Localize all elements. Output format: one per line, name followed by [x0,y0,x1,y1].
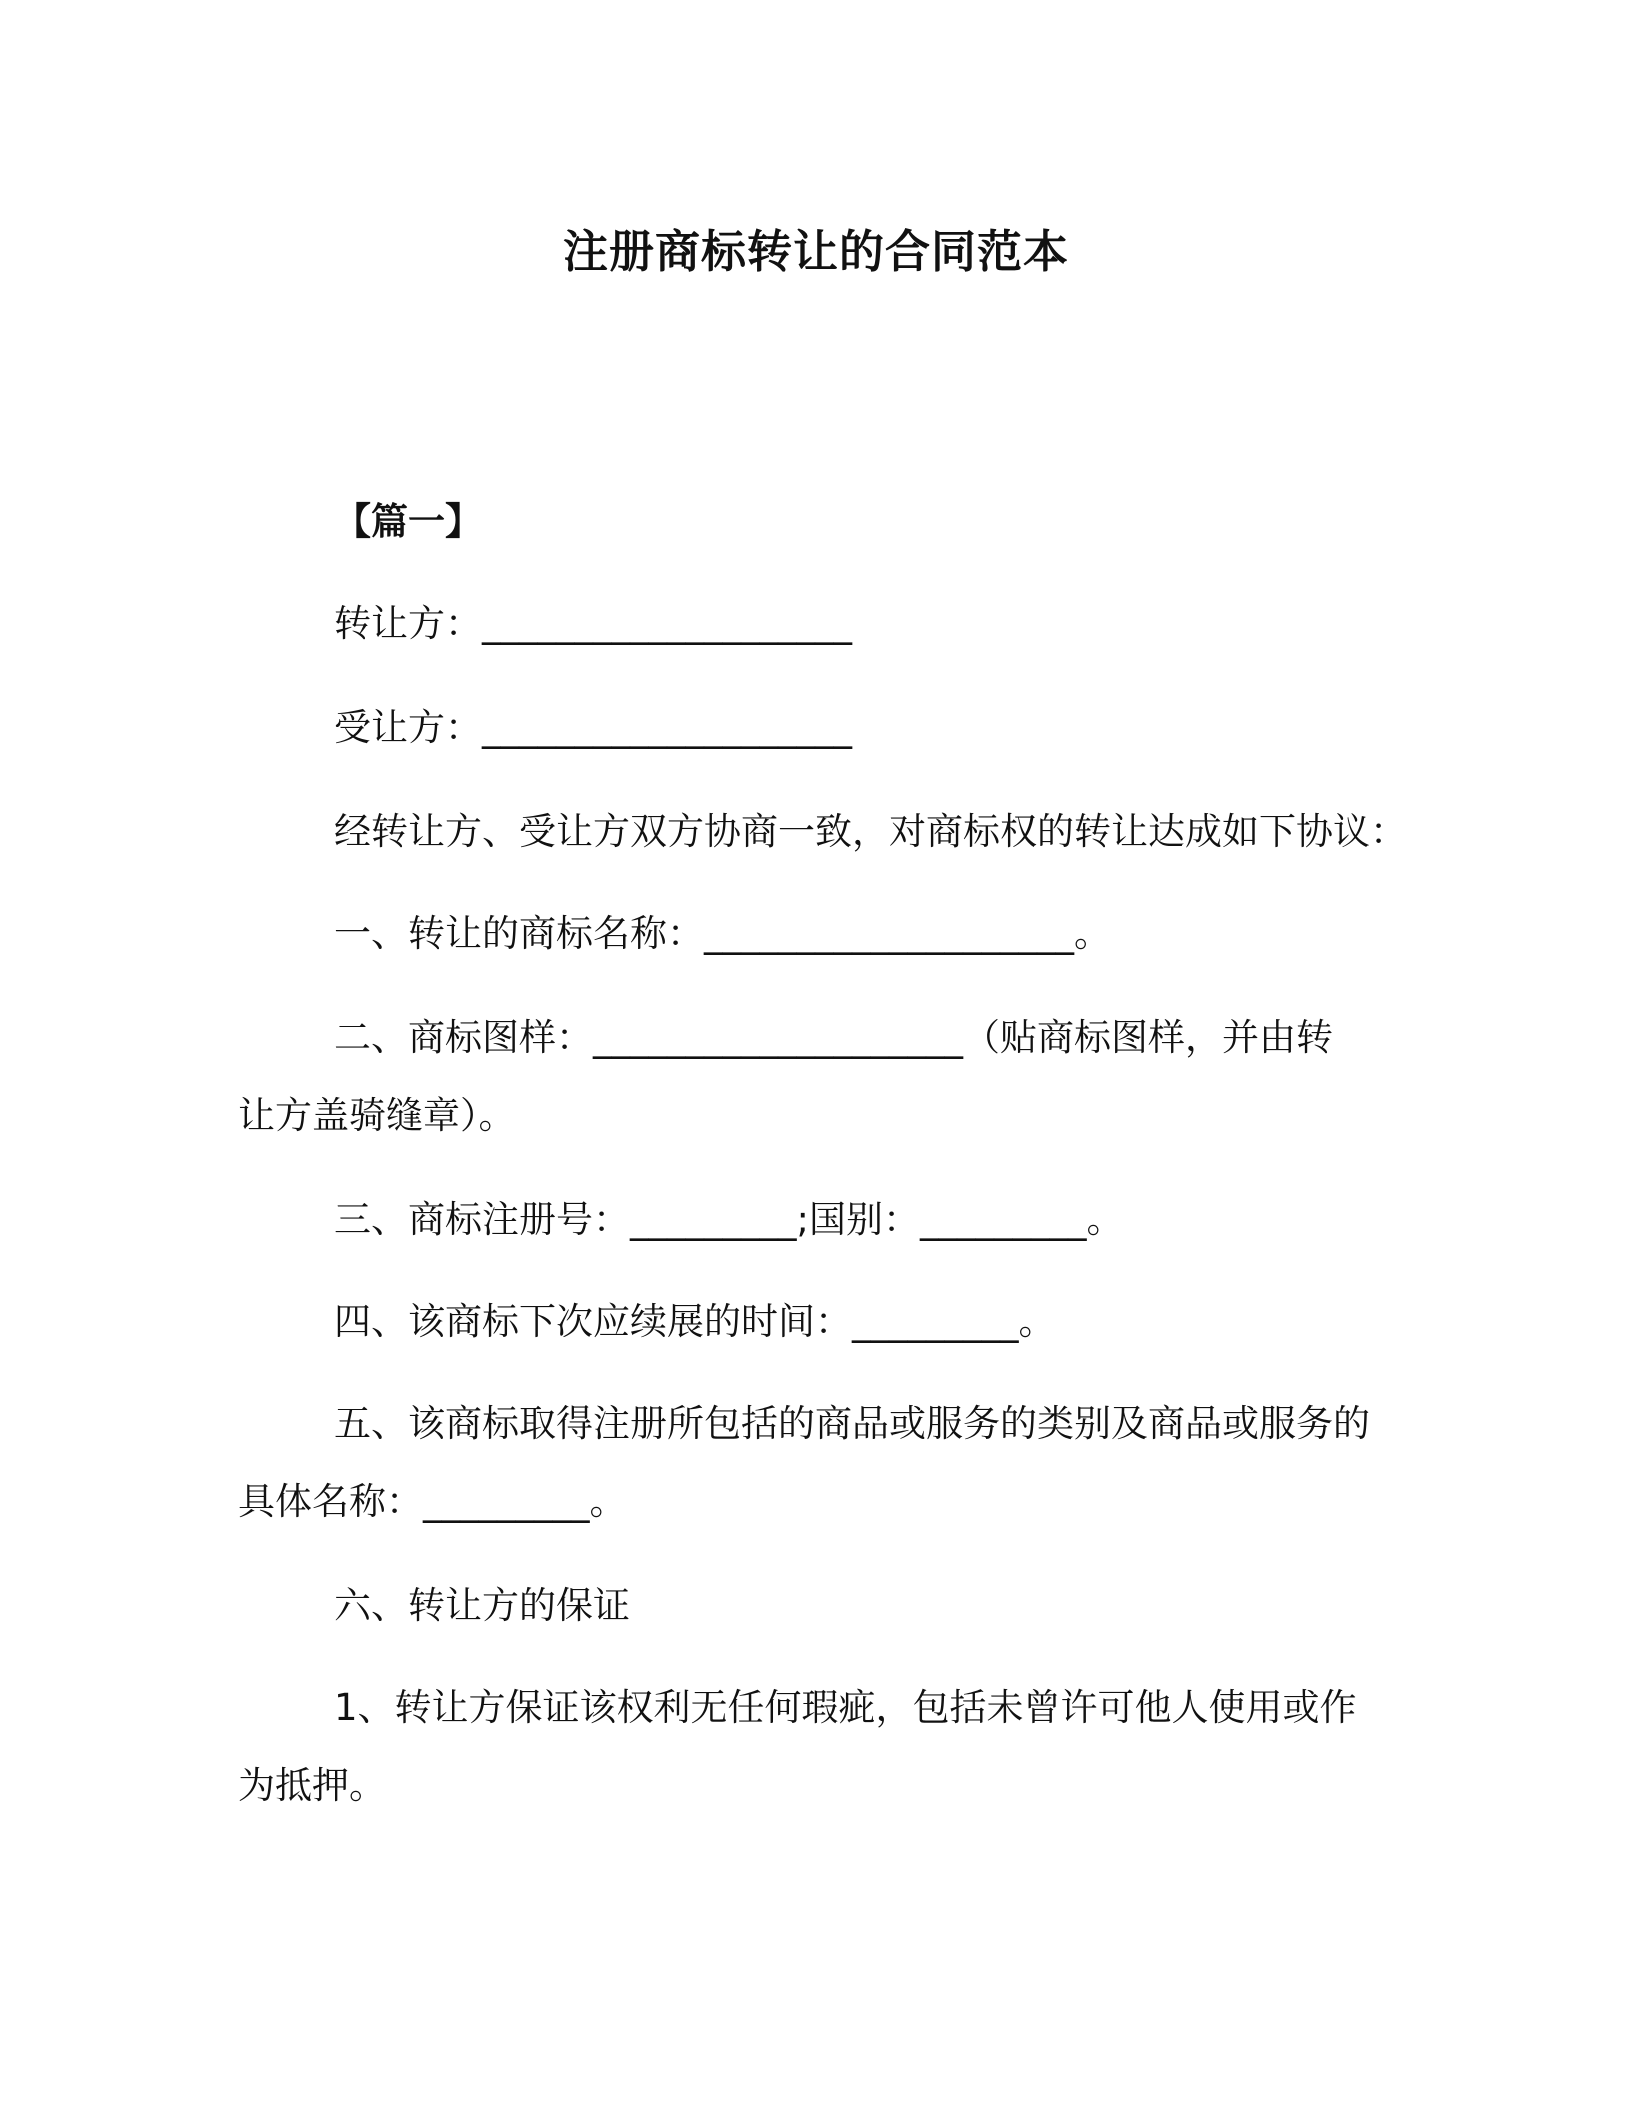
clause-4: 四、该商标下次应续展的时间：_________。 [334,1300,1056,1343]
clause-5-line-2: 具体名称：_________。 [238,1480,627,1523]
transferee-line: 受让方：____________________ [334,706,852,749]
clause-3: 三、商标注册号：_________;国别：_________。 [334,1198,1124,1241]
intro-paragraph: 经转让方、受让方双方协商一致，对商标权的转让达成如下协议： [334,810,1407,853]
clause-6-1-line-2: 为抵押。 [238,1764,386,1807]
clause-6-1-line-1: 1、转让方保证该权利无任何瑕疵，包括未曾许可他人使用或作 [334,1686,1357,1729]
clause-1: 一、转让的商标名称：____________________。 [334,912,1111,955]
clause-2-line-2: 让方盖骑缝章）。 [238,1094,516,1137]
document-title: 注册商标转让的合同范本 [562,225,1069,278]
clause-6-heading: 六、转让方的保证 [334,1584,630,1627]
clause-5-line-1: 五、该商标取得注册所包括的商品或服务的类别及商品或服务的 [334,1402,1370,1445]
clause-2-line-1: 二、商标图样：____________________（贴商标图样，并由转 [334,1016,1333,1059]
transferor-line: 转让方：____________________ [334,602,852,645]
section-heading: 【篇一】 [334,500,482,543]
